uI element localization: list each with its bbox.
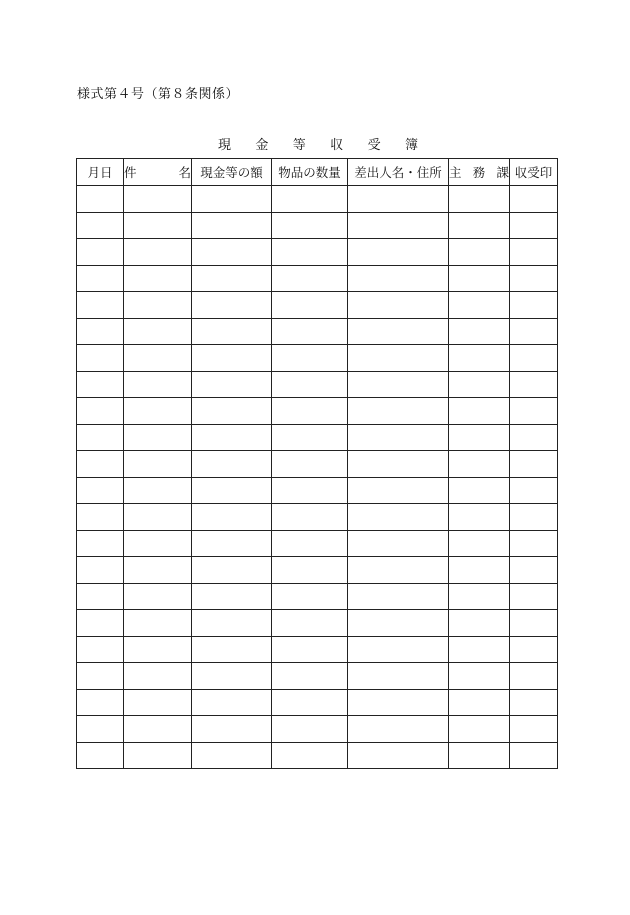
table-row	[77, 716, 558, 743]
table-cell	[348, 557, 449, 584]
header-dept-part: 主	[449, 165, 462, 180]
table-row	[77, 239, 558, 266]
table-cell	[348, 742, 449, 769]
table-cell	[272, 689, 348, 716]
table-cell	[510, 239, 558, 266]
table-body	[77, 186, 558, 769]
table-cell	[192, 557, 272, 584]
header-item-name	[124, 159, 192, 186]
table-cell	[348, 636, 449, 663]
header-sender-name-address: 差出人名・住所	[348, 159, 449, 186]
table-cell	[449, 530, 510, 557]
table-cell	[124, 557, 192, 584]
title-char: 金	[255, 138, 269, 153]
table-cell	[510, 345, 558, 372]
table-cell	[510, 689, 558, 716]
table-cell	[449, 398, 510, 425]
table-cell	[77, 663, 124, 690]
table-row	[77, 557, 558, 584]
table-cell	[449, 477, 510, 504]
table-cell	[272, 318, 348, 345]
document-title	[218, 134, 418, 153]
table-cell	[348, 318, 449, 345]
table-row	[77, 477, 558, 504]
table-row	[77, 663, 558, 690]
table-cell	[192, 663, 272, 690]
table-cell	[449, 239, 510, 266]
table-cell	[192, 212, 272, 239]
table-cell	[449, 371, 510, 398]
table-cell	[192, 610, 272, 637]
table-cell	[192, 265, 272, 292]
table-cell	[272, 504, 348, 531]
table-cell	[124, 583, 192, 610]
table-cell	[77, 451, 124, 478]
table-cell	[449, 663, 510, 690]
table-row	[77, 636, 558, 663]
table-cell	[449, 265, 510, 292]
title-char: 受	[367, 138, 381, 153]
table-cell	[124, 716, 192, 743]
table-cell	[192, 318, 272, 345]
table-row	[77, 292, 558, 319]
table-cell	[77, 530, 124, 557]
table-cell	[449, 689, 510, 716]
table-cell	[272, 239, 348, 266]
table-cell	[192, 716, 272, 743]
table-cell	[272, 451, 348, 478]
table-cell	[272, 663, 348, 690]
table-cell	[192, 186, 272, 213]
table-cell	[124, 689, 192, 716]
table-cell	[192, 530, 272, 557]
table-cell	[272, 424, 348, 451]
title-char: 収	[330, 138, 344, 153]
table-cell	[449, 716, 510, 743]
table-cell	[124, 451, 192, 478]
table-cell	[77, 583, 124, 610]
table-cell	[77, 742, 124, 769]
table-row	[77, 424, 558, 451]
table-cell	[192, 689, 272, 716]
table-cell	[77, 345, 124, 372]
table-cell	[348, 504, 449, 531]
table-cell	[449, 292, 510, 319]
table-cell	[510, 265, 558, 292]
table-cell	[272, 583, 348, 610]
table-cell	[449, 557, 510, 584]
table-cell	[192, 583, 272, 610]
table-row	[77, 371, 558, 398]
table-cell	[272, 265, 348, 292]
table-cell	[272, 398, 348, 425]
table-cell	[192, 636, 272, 663]
table-cell	[449, 610, 510, 637]
table-cell	[510, 636, 558, 663]
table-cell	[348, 530, 449, 557]
table-cell	[272, 530, 348, 557]
table-cell	[192, 451, 272, 478]
table-cell	[510, 424, 558, 451]
table-cell	[77, 610, 124, 637]
table-header-row	[77, 159, 558, 186]
header-dept-part: 務	[472, 165, 486, 180]
table-cell	[348, 398, 449, 425]
table-cell	[510, 557, 558, 584]
title-char: 簿	[404, 138, 418, 153]
table-cell	[192, 239, 272, 266]
table-cell	[124, 530, 192, 557]
table-cell	[124, 212, 192, 239]
header-dept-part: 課	[496, 165, 509, 180]
table-cell	[124, 345, 192, 372]
table-cell	[77, 186, 124, 213]
table-cell	[192, 292, 272, 319]
table-cell	[272, 557, 348, 584]
table-row	[77, 318, 558, 345]
table-cell	[272, 371, 348, 398]
header-cash-amount: 現金等の額	[192, 159, 272, 186]
table-cell	[192, 371, 272, 398]
table-cell	[124, 663, 192, 690]
table-cell	[510, 292, 558, 319]
table-cell	[124, 265, 192, 292]
table-row	[77, 212, 558, 239]
table-cell	[449, 636, 510, 663]
table-cell	[124, 292, 192, 319]
table-cell	[192, 398, 272, 425]
table-cell	[449, 212, 510, 239]
table-cell	[77, 371, 124, 398]
table-cell	[272, 742, 348, 769]
table-cell	[449, 583, 510, 610]
table-cell	[272, 636, 348, 663]
table-cell	[510, 398, 558, 425]
table-cell	[192, 504, 272, 531]
table-cell	[348, 424, 449, 451]
table-row	[77, 504, 558, 531]
table-cell	[77, 716, 124, 743]
table-cell	[272, 345, 348, 372]
table-cell	[124, 636, 192, 663]
table-cell	[510, 212, 558, 239]
table-cell	[348, 265, 449, 292]
table-cell	[510, 318, 558, 345]
table-cell	[348, 716, 449, 743]
table-cell	[192, 424, 272, 451]
header-goods-quantity: 物品の数量	[272, 159, 348, 186]
title-char: 現	[218, 138, 232, 153]
table-cell	[510, 663, 558, 690]
table-cell	[348, 663, 449, 690]
table-cell	[449, 504, 510, 531]
table-cell	[124, 371, 192, 398]
table-cell	[510, 371, 558, 398]
table-row	[77, 398, 558, 425]
table-cell	[77, 398, 124, 425]
table-cell	[272, 186, 348, 213]
header-item-name-part: 件	[124, 165, 137, 180]
table-cell	[510, 504, 558, 531]
table-cell	[124, 610, 192, 637]
table-row	[77, 451, 558, 478]
table-cell	[77, 504, 124, 531]
table-row	[77, 583, 558, 610]
table-cell	[510, 583, 558, 610]
table-cell	[77, 292, 124, 319]
table-cell	[124, 398, 192, 425]
table-cell	[272, 292, 348, 319]
table-row	[77, 265, 558, 292]
table-cell	[510, 186, 558, 213]
table-cell	[348, 371, 449, 398]
table-cell	[124, 318, 192, 345]
receipt-ledger-table	[76, 158, 558, 769]
table-cell	[348, 610, 449, 637]
table-cell	[348, 477, 449, 504]
table-cell	[192, 345, 272, 372]
form-number-label: 様式第４号（第８条関係）	[77, 87, 240, 102]
table-row	[77, 345, 558, 372]
table-cell	[124, 239, 192, 266]
table-cell	[510, 742, 558, 769]
table-cell	[449, 345, 510, 372]
table-cell	[77, 265, 124, 292]
table-cell	[348, 451, 449, 478]
table-cell	[449, 451, 510, 478]
table-row	[77, 689, 558, 716]
table-cell	[510, 451, 558, 478]
table-cell	[348, 239, 449, 266]
table-cell	[124, 186, 192, 213]
table-cell	[77, 689, 124, 716]
table-cell	[348, 689, 449, 716]
table-row	[77, 530, 558, 557]
table-cell	[449, 742, 510, 769]
table-cell	[510, 530, 558, 557]
table-cell	[77, 424, 124, 451]
table-cell	[348, 186, 449, 213]
table-row	[77, 742, 558, 769]
table-cell	[272, 212, 348, 239]
table-cell	[77, 239, 124, 266]
table-cell	[124, 424, 192, 451]
title-char: 等	[292, 138, 306, 153]
table-cell	[77, 477, 124, 504]
table-cell	[272, 610, 348, 637]
header-item-name-part: 名	[178, 165, 191, 180]
table-cell	[124, 504, 192, 531]
table-cell	[77, 636, 124, 663]
table-cell	[348, 583, 449, 610]
table-cell	[348, 292, 449, 319]
header-date: 月日	[77, 159, 124, 186]
table-cell	[449, 186, 510, 213]
table-cell	[348, 212, 449, 239]
table-row	[77, 610, 558, 637]
table-cell	[77, 318, 124, 345]
table-cell	[77, 212, 124, 239]
table-cell	[272, 716, 348, 743]
table-cell	[124, 477, 192, 504]
table-cell	[272, 477, 348, 504]
table-cell	[124, 742, 192, 769]
table-cell	[77, 557, 124, 584]
table-cell	[510, 716, 558, 743]
table-cell	[348, 345, 449, 372]
header-receipt-seal: 収受印	[510, 159, 558, 186]
table-cell	[192, 742, 272, 769]
table-cell	[449, 424, 510, 451]
table-cell	[510, 610, 558, 637]
header-responsible-dept	[449, 159, 510, 186]
table-row	[77, 186, 558, 213]
table-cell	[192, 477, 272, 504]
table-cell	[510, 477, 558, 504]
table-cell	[449, 318, 510, 345]
